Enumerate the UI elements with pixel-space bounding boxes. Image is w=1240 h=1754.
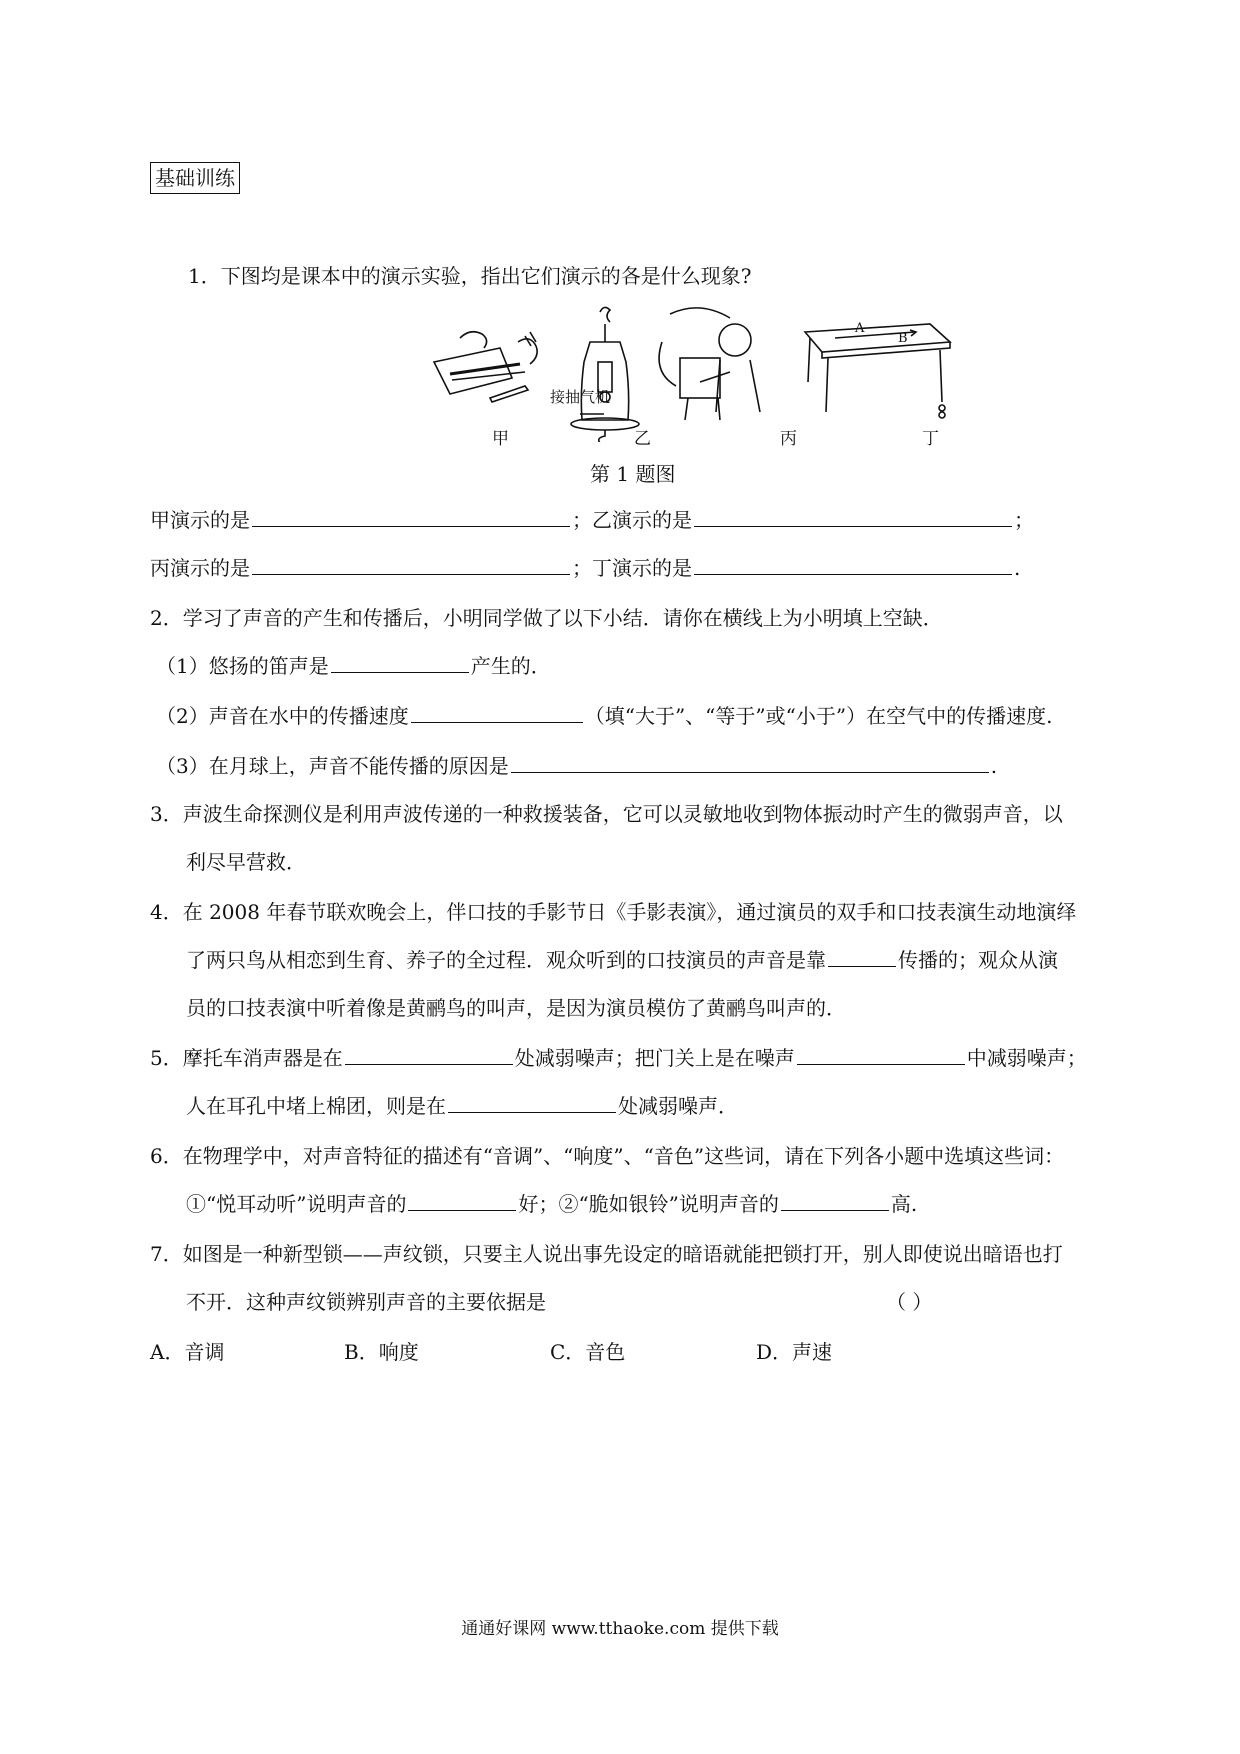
q3-line-1: 3．声波生命探测仪是利用声波传递的一种救援装备，它可以灵敏地收到物体振动时产生的微弱声音，以: [150, 802, 1063, 826]
table-letter-a: A: [855, 321, 865, 336]
q1-row2-end: .: [1014, 556, 1021, 580]
q1-stem: 1．下图均是课本中的演示实验，指出它们演示的各是什么现象?: [188, 264, 752, 288]
q1-row1-label-a: 甲演示的是: [150, 508, 250, 532]
answer-blank-q5-3[interactable]: [448, 1092, 616, 1113]
q2-p3-text-b: .: [990, 754, 998, 778]
answer-blank-q2-3[interactable]: [511, 752, 989, 773]
q4-line-3: 员的口技表演中听着像是黄鹂鸟的叫声，是因为演员模仿了黄鹂鸟叫声的．: [186, 996, 846, 1020]
q5-line2-text-b: 处减弱噪声．: [618, 1094, 738, 1118]
answer-blank-q2-1[interactable]: [331, 652, 469, 673]
q1-figure: [430, 302, 970, 442]
q7-answer-paren[interactable]: （ ）: [886, 1290, 933, 1314]
q1-row1-end: ；: [1014, 508, 1034, 532]
answer-blank-jia[interactable]: [252, 506, 570, 527]
q2-part-1: [156, 652, 551, 680]
q5-line2-text-a: 人在耳孔中堵上棉团，则是在: [186, 1094, 446, 1118]
q1-row2-label-b: ；丁演示的是: [572, 556, 692, 580]
q5-line1-text-a: 5．摩托车消声器是在: [150, 1046, 343, 1070]
answer-blank-q4[interactable]: [828, 946, 896, 967]
figure-caption: 第 1 题图: [590, 462, 676, 486]
q7-choice-d[interactable]: D．声速: [756, 1340, 833, 1364]
q6-line2-text-b: 好；②“脆如银铃”说明声音的: [518, 1192, 779, 1216]
figure-label-yi: 乙: [634, 429, 651, 449]
q4-line-1: 4．在 2008 年春节联欢晚会上，伴口技的手影节日《手影表演》，通过演员的双手和口技表演生动地演绎: [150, 900, 1077, 924]
q6-line-1: 6．在物理学中，对声音特征的描述有“音调”、“响度”、“音色”这些词，请在下列各小题中选填这些词：: [150, 1144, 1065, 1168]
answer-blank-q6-1[interactable]: [408, 1190, 516, 1211]
answer-blank-q6-2[interactable]: [781, 1190, 889, 1211]
q3-line-2: 利尽早营救．: [186, 850, 306, 874]
q5-line-1: [150, 1044, 1087, 1072]
section-title: 基础训练: [150, 162, 240, 194]
q1-row1-label-b: ；乙演示的是: [572, 508, 692, 532]
answer-blank-q5-1[interactable]: [345, 1044, 513, 1065]
q7-line-1: 7．如图是一种新型锁——声纹锁，只要主人说出事先设定的暗语就能把锁打开，别人即使说出暗语也打: [150, 1242, 1063, 1266]
q2-p3-text-a: （3）在月球上，声音不能传播的原因是: [156, 754, 509, 778]
q5-line1-text-b: 处减弱噪声；把门关上是在噪声: [514, 1046, 795, 1070]
answer-blank-q2-2[interactable]: [411, 702, 583, 723]
q2-stem: 2．学习了声音的产生和传播后，小明同学做了以下小结．请你在横线上为小明填上空缺．: [150, 606, 943, 630]
q2-p1-text-b: 产生的．: [470, 654, 551, 678]
q7-choice-c[interactable]: C．音色: [550, 1340, 626, 1364]
q2-p2-text-a: （2）声音在水中的传播速度: [156, 704, 409, 728]
q2-part-2: [156, 702, 1052, 730]
figure-jia-illustration: [434, 332, 537, 402]
q5-line1-text-c: 中减弱噪声；: [966, 1046, 1087, 1070]
q2-part-3: [156, 752, 997, 780]
q1-answer-row-1: [150, 506, 1034, 534]
q1-row2-label-a: 丙演示的是: [150, 556, 250, 580]
answer-blank-ding[interactable]: [694, 554, 1012, 575]
q5-line-2: [186, 1092, 738, 1120]
figure-label-bing: 丙: [780, 429, 797, 449]
page-footer: 通通好课网 www.tthaoke.com 提供下载: [461, 1619, 779, 1639]
q7-choice-a[interactable]: A．音调: [150, 1340, 225, 1364]
table-letter-b: B: [898, 331, 908, 346]
q7-choice-b[interactable]: B．响度: [344, 1340, 419, 1364]
pump-label: 接抽气机: [550, 388, 611, 406]
figure-label-jia: 甲: [492, 429, 509, 449]
q7-line-2: 不开．这种声纹锁辨别声音的主要依据是: [186, 1290, 546, 1314]
q6-line-2: [186, 1190, 917, 1218]
figure-yi-illustration: [571, 307, 639, 442]
q4-line-2: [186, 946, 1058, 974]
answer-blank-yi[interactable]: [694, 506, 1012, 527]
q1-answer-row-2: [150, 554, 1020, 582]
figure-bing-illustration: [659, 308, 760, 420]
q4-line2-text-b: 传播的；观众从演: [898, 948, 1058, 972]
answer-blank-bing[interactable]: [252, 554, 570, 575]
figure-ding-illustration: [805, 321, 950, 418]
q2-p2-text-b: （填“大于”、“等于”或“小于”）在空气中的传播速度.: [584, 704, 1053, 728]
q6-line2-text-a: ①“悦耳动听”说明声音的: [186, 1192, 407, 1216]
figure-label-ding: 丁: [922, 429, 939, 449]
q6-line2-text-c: 高.: [890, 1192, 918, 1216]
answer-blank-q5-2[interactable]: [797, 1044, 965, 1065]
q4-line2-text-a: 了两只鸟从相恋到生育、养子的全过程．观众听到的口技演员的声音是靠: [186, 948, 826, 972]
q2-p1-text-a: （1）悠扬的笛声是: [156, 654, 329, 678]
